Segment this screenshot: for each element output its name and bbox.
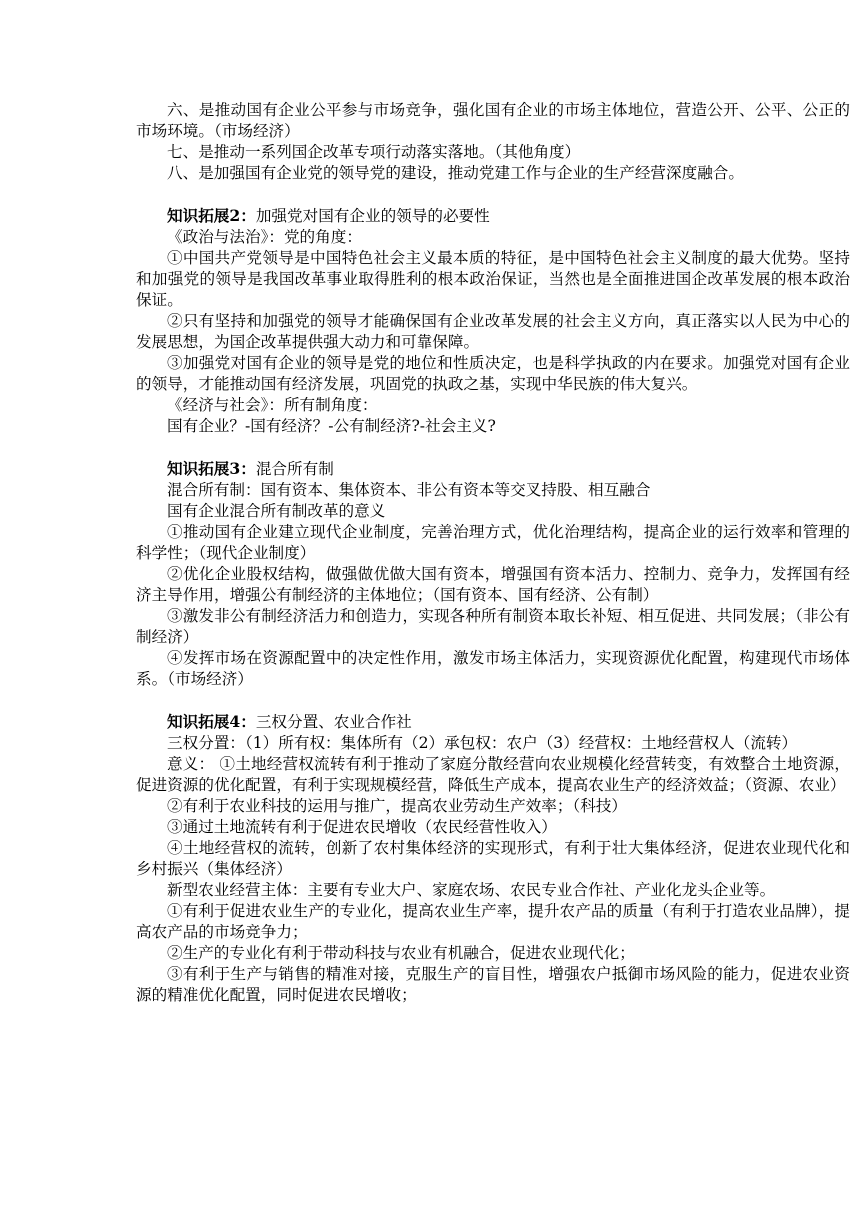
paragraph: 国有企业混合所有制改革的意义 (167, 502, 386, 520)
paragraph: 意义： ①土地经营权流转有利于推动了家庭分散经营向农业规模化经营转变，有效整合土地资源，促进资源的优化配置，有利于实现规模经营，降低生产成本，提高农业生产的经济效益；（资源、农业） (136, 755, 850, 794)
paragraph: 国有企业？-国有经济？-公有制经济?-社会主义? (167, 417, 496, 435)
spacer (136, 184, 850, 205)
spacer (136, 690, 850, 711)
paragraph: ①有利于促进农业生产的专业化，提高农业生产率，提升农产品的质量（有利于打造农业品牌），提高农产品的市场竞争力； (136, 902, 850, 941)
paragraph: ④发挥市场在资源配置中的决定性作用，激发市场主体活力，实现资源优化配置，构建现代市场体系。（市场经济） (136, 649, 850, 688)
section-heading (136, 458, 850, 480)
heading-text: 加强党对国有企业的领导的必要性 (255, 207, 490, 225)
paragraph: 六、是推动国有企业公平参与市场竞争，强化国有企业的市场主体地位，营造公开、公平、公正的市场环境。（市场经济） (136, 101, 850, 140)
heading-label: 知识拓展3： (167, 459, 256, 478)
paragraph: ②只有坚持和加强党的领导才能确保国有企业改革发展的社会主义方向，真正落实以人民为中心的发展思想，为国企改革提供强大动力和可靠保障。 (136, 312, 850, 351)
heading-text: 混合所有制 (255, 460, 334, 478)
heading-text: 三权分置、农业合作社 (255, 713, 412, 731)
paragraph: ③加强党对国有企业的领导是党的地位和性质决定，也是科学执政的内在要求。加强党对国有企业的领导，才能推动国有经济发展，巩固党的执政之基，实现中华民族的伟大复兴。 (136, 354, 850, 393)
paragraph: ③通过土地流转有利于促进农民增收（农民经营性收入） (167, 818, 557, 836)
section-heading (136, 205, 850, 227)
paragraph: ②生产的专业化有利于带动科技与农业有机融合，促进农业现代化； (167, 944, 635, 962)
paragraph: ③有利于生产与销售的精准对接，克服生产的盲目性，增强农户抵御市场风险的能力，促进农业资源的精准优化配置，同时促进农民增收； (136, 965, 850, 1004)
document-body (136, 100, 850, 1006)
paragraph: 《经济与社会》：所有制角度： (167, 396, 378, 414)
paragraph: ②有利于农业科技的运用与推广，提高农业劳动生产效率；（科技） (167, 797, 628, 815)
paragraph: 新型农业经营主体：主要有专业大户、家庭农场、农民专业合作社、产业化龙头企业等。 (167, 881, 776, 899)
paragraph: ④土地经营权的流转，创新了农村集体经济的实现形式，有利于壮大集体经济，促进农业现代化和乡村振兴（集体经济） (136, 839, 850, 878)
paragraph: ③激发非公有制经济活力和创造力，实现各种所有制资本取长补短、相互促进、共同发展；（非公有制经济） (136, 607, 850, 646)
spacer (136, 437, 850, 458)
paragraph: ②优化企业股权结构，做强做优做大国有资本，增强国有资本活力、控制力、竞争力，发挥国有经济主导作用，增强公有制经济的主体地位；（国有资本、国有经济、公有制） (136, 565, 850, 604)
paragraph: 《政治与法治》：党的角度： (167, 228, 362, 246)
paragraph: 七、是推动一系列国企改革专项行动落实落地。（其他角度） (167, 143, 581, 161)
paragraph: ①中国共产党领导是中国特色社会主义最本质的特征，是中国特色社会主义制度的最大优势。坚持和加强党的领导是我国改革事业取得胜利的根本政治保证，当然也是全面推进国企改革发展的根本政治保证。 (136, 249, 850, 309)
paragraph: 三权分置：（1）所有权：集体所有（2）承包权：农户（3）经营权：土地经营权人（流转） (167, 734, 798, 752)
paragraph: 八、是加强国有企业党的领导党的建设，推动党建工作与企业的生产经营深度融合。 (167, 164, 744, 182)
section-heading (136, 711, 850, 733)
heading-label: 知识拓展2： (167, 206, 256, 225)
paragraph: ①推动国有企业建立现代企业制度，完善治理方式，优化治理结构，提高企业的运行效率和管理的科学性；（现代企业制度） (136, 523, 850, 562)
paragraph: 混合所有制：国有资本、集体资本、非公有资本等交叉持股、相互融合 (167, 481, 651, 499)
heading-label: 知识拓展4： (167, 712, 256, 731)
